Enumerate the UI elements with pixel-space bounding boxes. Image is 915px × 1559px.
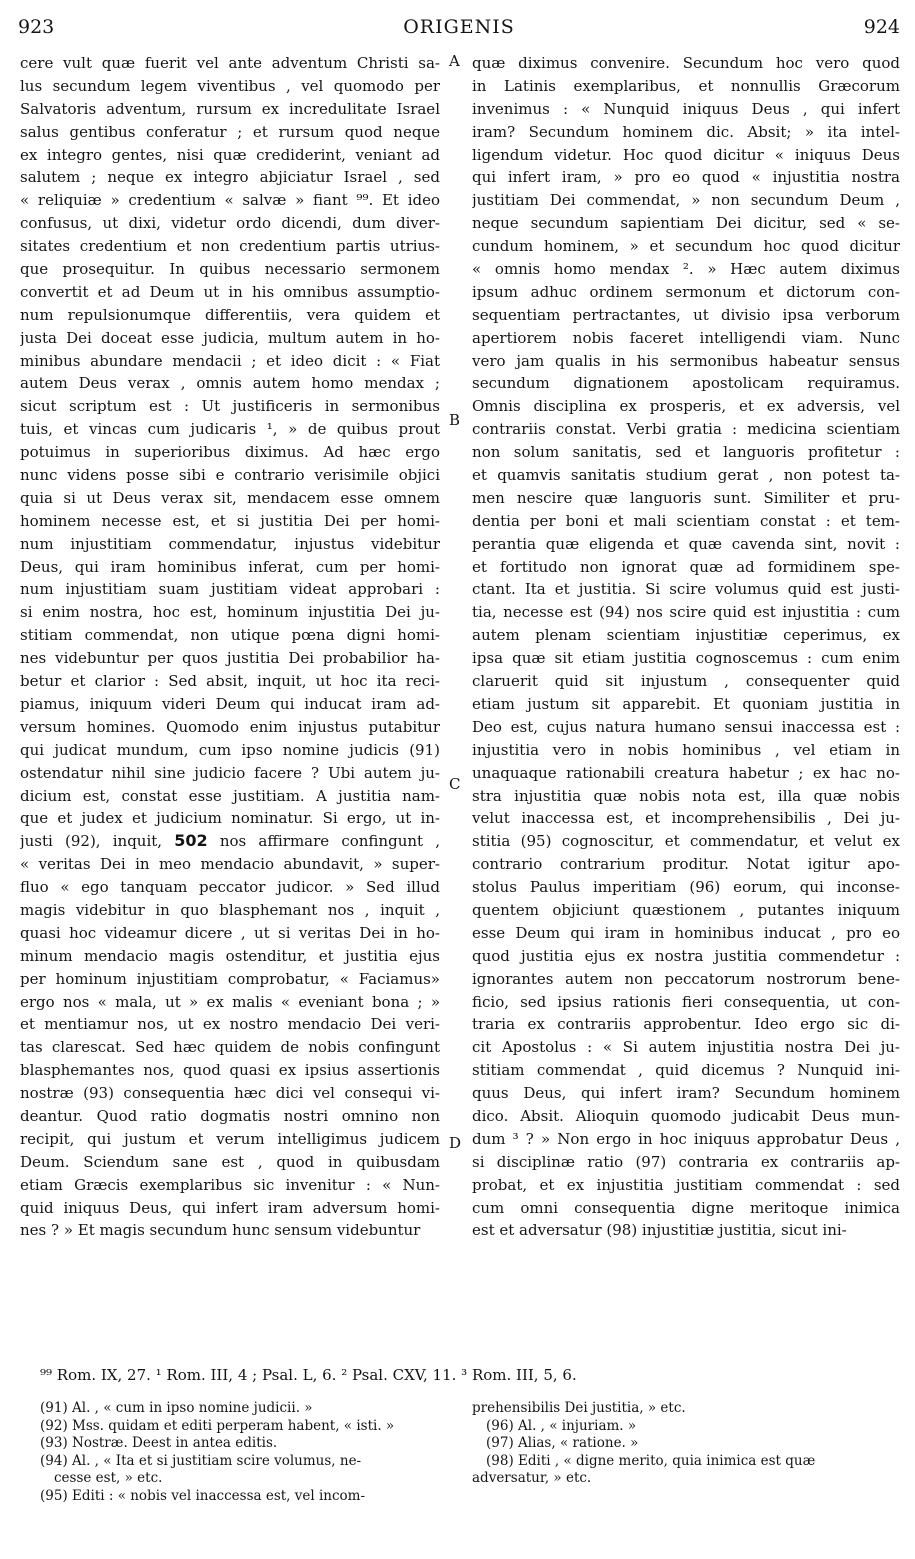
text-line: magis videbitur in quo blasphemant nos , inquit , bbox=[20, 900, 440, 919]
text-line: secundum dignationem apostolicam requiramus. bbox=[472, 374, 900, 393]
text-line: ipsa quæ sit etiam justitia cognoscemus : cum enim bbox=[472, 649, 900, 668]
text-line: esse Deum qui iram in hominibus inducat , pro eo bbox=[472, 923, 900, 942]
margin-marker-c: C bbox=[449, 775, 461, 793]
text-line: contrariis constat. Verbi gratia : medicina scientiam bbox=[472, 420, 900, 439]
footnote-line: (94) Al. , « Ita et si justitiam scire volumus, ne- bbox=[40, 1452, 362, 1469]
text-line: quasi hoc videamur dicere , ut si veritas Dei in ho- bbox=[20, 923, 440, 942]
text-line: justi (92), inquit, 502 nos affirmare confingunt , bbox=[20, 831, 440, 851]
text-line: salus gentibus conferatur ; et rursum quod neque bbox=[20, 122, 440, 141]
footnote-line: (91) Al. , « cum in ipso nomine judicii. » bbox=[40, 1400, 313, 1416]
text-line: ostendatur nihil sine judicio facere ? Ubi autem ju- bbox=[20, 763, 440, 782]
footnotes-right bbox=[472, 1400, 900, 1488]
text-line: autem Deus verax , omnis autem homo mendax ; bbox=[20, 374, 440, 393]
text-line: qui infert iram, » pro eo quod « injustitia nostra bbox=[472, 168, 900, 187]
footnote-line: (97) Alias, « ratione. » bbox=[486, 1435, 639, 1451]
right-page-number: 924 bbox=[863, 16, 900, 38]
text-line: nes videbuntur per quos justitia Dei probabilior ha- bbox=[20, 649, 440, 668]
text-line: versum homines. Quomodo enim injustus putabitur bbox=[20, 717, 440, 736]
text-line: cit Apostolus : « Si autem injustitia nostra Dei ju- bbox=[472, 1038, 900, 1057]
text-line: hominem necesse est, et si justitia Dei per homi- bbox=[20, 511, 440, 530]
text-line: Deum. Sciendum sane est , quod in quibusdam bbox=[20, 1152, 440, 1171]
text-line: quæ diximus convenire. Secundum hoc vero quod bbox=[472, 54, 900, 72]
text-line: stitia (95) cognoscitur, et commendatur, et velut ex bbox=[472, 832, 900, 851]
text-line: justa Dei doceat esse judicia, multum autem in ho- bbox=[20, 328, 440, 347]
text-line: neque secundum sapientiam Dei dicitur, sed « se- bbox=[472, 214, 900, 233]
text-line: claruerit quid sit injustum , consequenter quid bbox=[472, 672, 900, 691]
text-line: quentem objiciunt quæstionem , putantes iniquum bbox=[472, 900, 900, 919]
footnote-line: adversatur, » etc. bbox=[472, 1470, 592, 1486]
margin-marker-a: A bbox=[449, 52, 460, 70]
text-line: etiam justum sit apparebit. Et quoniam justitia in bbox=[472, 694, 900, 713]
text-line: « veritas Dei in meo mendacio abundavit, » super- bbox=[20, 855, 440, 874]
text-line: num injustitiam commendatur, injustus videbitur bbox=[20, 534, 440, 553]
text-line: ex integro gentes, nisi quæ crediderint, veniant ad bbox=[20, 145, 440, 164]
text-line: qui judicat mundum, cum ipso nomine judicis (91) bbox=[20, 740, 440, 759]
text-line: lus secundum legem viventibus , vel quomodo per bbox=[20, 76, 440, 95]
text-line: vero jam qualis in his sermonibus habeatur sensus bbox=[472, 351, 900, 370]
text-line: probat, et ex injustitia justitiam commendat : sed bbox=[472, 1175, 900, 1194]
text-line: « omnis homo mendax ². » Hæc autem diximus bbox=[472, 260, 900, 279]
text-line: stitiam commendat, non utique pœna digni homi- bbox=[20, 626, 440, 645]
text-line: si disciplinæ ratio (97) contraria ex contrariis ap- bbox=[472, 1152, 900, 1171]
text-line: Deus, qui iram hominibus inferat, cum per homi- bbox=[20, 557, 440, 576]
text-line: quia si ut Deus verax sit, mendacem esse omnem bbox=[20, 488, 440, 507]
text-line: recipit, qui justum et verum intelligimus judicem bbox=[20, 1129, 440, 1148]
text-line: nes ? » Et magis secundum hunc sensum videbuntur bbox=[20, 1221, 421, 1240]
text-line: et quamvis sanitatis studium gerat , non potest ta- bbox=[472, 466, 900, 485]
text-line: deantur. Quod ratio dogmatis nostri omnino non bbox=[20, 1106, 440, 1125]
footnote-line: (93) Nostræ. Deest in antea editis. bbox=[40, 1435, 278, 1451]
left-page-number: 923 bbox=[18, 16, 55, 38]
text-line: quus Deus, qui infert iram? Secundum hominem bbox=[472, 1084, 900, 1103]
margin-marker-d: D bbox=[449, 1134, 462, 1152]
text-line: dentia per boni et mali scientiam constat : et tem- bbox=[472, 511, 900, 530]
text-line: stitiam commendat , quid dicemus ? Nunquid ini- bbox=[472, 1061, 900, 1080]
text-line: unaquaque rationabili creatura habetur ; ex hac no- bbox=[472, 763, 900, 782]
text-line: Deo est, cujus natura humano sensui inaccessa est : bbox=[472, 717, 900, 736]
text-line: nostræ (93) consequentia hæc dici vel consequi vi- bbox=[20, 1084, 440, 1103]
text-line: stra injustitia quæ nobis nota est, illa quæ nobis bbox=[472, 786, 900, 805]
text-line: salutem ; neque ex integro abjiciatur Israel , sed bbox=[20, 168, 440, 187]
text-line: potuimus in superioribus diximus. Ad hæc ergo bbox=[20, 443, 440, 462]
text-line: est et adversatur (98) injustitiæ justitia, sicut ini- bbox=[472, 1221, 847, 1240]
text-line: stolus Paulus imperitiam (96) eorum, qui inconse- bbox=[472, 878, 900, 897]
text-line: non solum sanitatis, sed et languoris profitetur : bbox=[472, 443, 900, 462]
text-line: traria ex contrariis approbentur. Ideo ergo sic di- bbox=[472, 1015, 900, 1034]
text-line: Salvatoris adventum, rursum ex incredulitate Israel bbox=[20, 99, 440, 118]
right-text-column bbox=[472, 52, 900, 1352]
text-line: num injustitiam suam justitiam videat approbari : bbox=[20, 580, 440, 599]
text-line: quod justitia ejus ex nostra justitia commendetur : bbox=[472, 946, 900, 965]
text-line: num repulsionumque differentiis, vera quidem et bbox=[20, 305, 440, 324]
text-line: minum mendacio magis ostenditur, et justitia ejus bbox=[20, 946, 440, 965]
text-line: contrario contrarium proditur. Notat igitur apo- bbox=[472, 855, 900, 874]
text-line: sequentiam pertractantes, ut divisio ipsa verborum bbox=[472, 305, 900, 324]
text-line: ligendum videtur. Hoc quod dicitur « iniquus Deus bbox=[472, 145, 900, 164]
text-line: si enim nostra, hoc est, hominum injustitia Dei ju- bbox=[20, 603, 440, 622]
text-line: dico. Absit. Alioquin quomodo judicabit Deus mun- bbox=[472, 1106, 900, 1125]
text-line: injustitia vero in nobis hominibus , vel etiam in bbox=[472, 740, 900, 759]
footnote-line: (92) Mss. quidam et editi perperam habent, « isti. » bbox=[40, 1417, 395, 1434]
text-line: men nescire quæ languoris sunt. Similiter et pru- bbox=[472, 488, 900, 507]
text-line: dum ³ ? » Non ergo in hoc iniquus approbatur Deus , bbox=[472, 1129, 900, 1148]
text-line: convertit et ad Deum ut in his omnibus assumptio- bbox=[20, 282, 440, 301]
text-line: confusus, ut dixi, videtur ordo dicendi, dum diver- bbox=[20, 214, 440, 233]
text-line: cum omni consequentia digne meritoque inimica bbox=[472, 1198, 900, 1217]
text-line: quid iniquus Deus, qui infert iram adversum homi- bbox=[20, 1198, 440, 1217]
footnote-line: (98) Editi , « digne merito, quia inimica est quæ bbox=[486, 1452, 816, 1469]
text-line: cundum hominem, » et secundum hoc quod dicitur bbox=[472, 237, 900, 256]
text-line: et fortitudo non ignorat quæ ad formidinem spe- bbox=[472, 557, 900, 576]
footnote-line: prehensibilis Dei justitia, » etc. bbox=[472, 1400, 686, 1416]
text-line: perantia quæ eligenda et quæ cavenda sint, novit : bbox=[472, 534, 900, 553]
text-line: invenimus : « Nunquid iniquus Deus , qui infert bbox=[472, 99, 900, 118]
text-line: tuis, et vincas cum judicaris ¹, » de quibus prout bbox=[20, 420, 440, 439]
running-header bbox=[18, 16, 900, 40]
text-line: et mentiamur nos, ut ex nostro mendacio Dei veri- bbox=[20, 1015, 440, 1034]
text-line: que prosequitur. In quibus necessario sermonem bbox=[20, 260, 440, 279]
text-line: ficio, sed ipsius rationis fieri consequentia, ut con- bbox=[472, 992, 900, 1011]
footnotes-left bbox=[40, 1400, 445, 1505]
text-line: dicium est, constat esse justitiam. A justitia nam- bbox=[20, 786, 440, 805]
text-line: etiam Græcis exemplaribus sic invenitur : « Nun- bbox=[20, 1175, 440, 1194]
margin-marker-b: B bbox=[449, 411, 461, 429]
text-line: ipsum adhuc ordinem sermonum et dictorum con- bbox=[472, 282, 900, 301]
text-line: cere vult quæ fuerit vel ante adventum Christi sa- bbox=[20, 54, 440, 72]
text-line: velut inaccessa est, et incomprehensibilis , Dei ju- bbox=[472, 809, 900, 828]
text-line: minibus abundare mendacii ; et ideo dicit : « Fiat bbox=[20, 351, 440, 370]
text-line: sicut scriptum est : Ut justificeris in sermonibus bbox=[20, 397, 440, 416]
text-line: Omnis disciplina ex prosperis, et ex adversis, vel bbox=[472, 397, 900, 416]
text-line: ergo nos « mala, ut » ex malis « eveniant bona ; » bbox=[20, 992, 440, 1011]
text-line: apertiorem nobis faceret intelligendi viam. Nunc bbox=[472, 328, 900, 347]
text-line: betur et clarior : Sed absit, inquit, ut hoc ita reci- bbox=[20, 672, 440, 691]
page-marker-number: 502 bbox=[174, 831, 208, 851]
left-text-column bbox=[20, 52, 440, 1352]
text-line: blasphemantes nos, quod quasi ex ipsius assertionis bbox=[20, 1061, 440, 1080]
text-line: nunc videns posse sibi e contrario verisimile objici bbox=[20, 466, 440, 485]
text-line: sitates credentium et non credentium partis utrius- bbox=[20, 237, 440, 256]
footnote-line: (95) Editi : « nobis vel inaccessa est, vel incom- bbox=[40, 1487, 366, 1504]
text-line: iram? Secundum hominem dic. Absit; » ita intel- bbox=[472, 122, 900, 141]
text-line: in Latinis exemplaribus, et nonnullis Græcorum bbox=[472, 76, 900, 95]
text-line: « reliquiæ » credentium « salvæ » fiant ⁹⁹. Et ideo bbox=[20, 191, 440, 210]
running-title: ORIGENIS bbox=[403, 16, 515, 38]
text-line: piamus, iniquum videri Deum qui inducat iram ad- bbox=[20, 694, 440, 713]
text-line: ctant. Ita et justitia. Si scire volumus quid est justi- bbox=[472, 580, 900, 599]
text-line: autem plenam scientiam injustitiæ ceperimus, ex bbox=[472, 626, 900, 645]
footnote-line: cesse est, » etc. bbox=[54, 1470, 163, 1486]
text-line: per hominum injustitiam comprobatur, « Faciamus» bbox=[20, 969, 440, 988]
text-line: fluo « ego tanquam peccator judicor. » Sed illud bbox=[20, 878, 440, 897]
footnote-line: (96) Al. , « injuriam. » bbox=[486, 1417, 637, 1434]
text-line: ignorantes autem non peccatorum nostrorum bene- bbox=[472, 969, 900, 988]
text-line: justitiam Dei commendat, » non secundum Deum , bbox=[472, 191, 900, 210]
scripture-references: ⁹⁹ Rom. IX, 27. ¹ Rom. III, 4 ; Psal. L, 6. ² Psal. CXV, 11. ³ Rom. III, 5, 6. bbox=[40, 1366, 577, 1384]
text-line: que et judex et judicium nominatur. Si ergo, ut in- bbox=[20, 809, 440, 828]
text-line: tia, necesse est (94) nos scire quid est injustitia : cum bbox=[472, 603, 900, 622]
text-line: tas clarescat. Sed hæc quidem de nobis confingunt bbox=[20, 1038, 440, 1057]
